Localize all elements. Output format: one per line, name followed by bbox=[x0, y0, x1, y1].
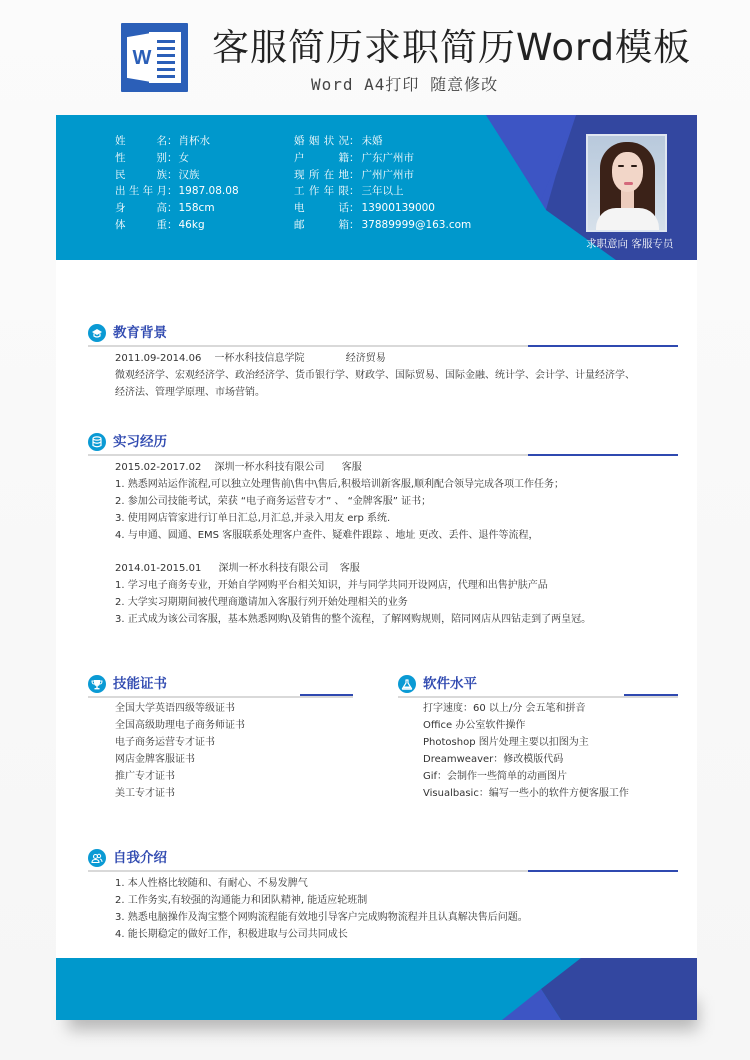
section-title: 软件水平 bbox=[423, 676, 477, 692]
info-name: 姓名 ： 肖杯水 bbox=[115, 135, 210, 147]
info-experience: 工作年限 ： 三年以上 bbox=[294, 185, 404, 198]
section-divider bbox=[398, 696, 678, 698]
software-item: Photoshop 图片处理主要以扣图为主 bbox=[423, 737, 589, 748]
info-gender: 性别 ： 女 bbox=[115, 151, 189, 164]
section-internship bbox=[88, 433, 678, 625]
certificate-item: 全国高级助理电子商务师证书 bbox=[115, 720, 245, 731]
section-title: 教育背景 bbox=[113, 325, 167, 341]
section-accent bbox=[528, 454, 678, 456]
intro-item: 2. 工作务实,有较强的沟通能力和团队精神, 能适应轮班制 bbox=[115, 895, 368, 906]
info-weight: 体重 ： 46kg bbox=[115, 218, 205, 231]
software-item: 打字速度：60 以上/分 会五笔和拼音 bbox=[423, 703, 586, 714]
info-hukou: 户籍 ： 广东广州市 bbox=[294, 151, 414, 164]
job-duty: 2. 参加公司技能考试，荣获 “电子商务运营专才” 、 “金牌客服” 证书； bbox=[115, 496, 432, 507]
info-ethnicity: 民族 ： 汉族 bbox=[115, 168, 200, 181]
trophy-icon bbox=[88, 675, 106, 693]
footer-decoration bbox=[56, 958, 697, 1020]
profile-photo bbox=[586, 134, 667, 232]
section-accent bbox=[624, 694, 678, 696]
promo-title: 客服简历求职简历Word模板 bbox=[212, 26, 692, 69]
users-icon bbox=[88, 849, 106, 867]
section-software bbox=[398, 675, 678, 799]
graduation-cap-icon bbox=[88, 324, 106, 342]
section-accent bbox=[528, 345, 678, 347]
intro-item: 4. 能长期稳定的做好工作，积极进取与公司共同成长 bbox=[115, 929, 348, 940]
info-location: 现所在地 ： 广州广州市 bbox=[294, 168, 414, 181]
resume-page bbox=[56, 115, 697, 1020]
software-item: Office 办公室软件操作 bbox=[423, 720, 526, 731]
info-height: 身高 ： 158cm bbox=[115, 202, 215, 215]
job-duty: 1. 学习电子商务专业，开始自学网购平台相关知识，并与同学共同开设网店，代理和出售护肤产品 bbox=[115, 580, 548, 591]
info-marital: 婚姻状况 ： 未婚 bbox=[294, 135, 383, 147]
section-accent bbox=[528, 870, 678, 872]
certificate-item: 推广专才证书 bbox=[115, 771, 175, 782]
promo-header bbox=[0, 0, 750, 106]
promo-subtitle: Word A4打印 随意修改 bbox=[311, 75, 499, 94]
section-title: 技能证书 bbox=[113, 676, 167, 692]
personal-info-right bbox=[294, 133, 471, 234]
section-divider bbox=[88, 696, 353, 698]
flask-icon bbox=[398, 675, 416, 693]
database-icon bbox=[88, 433, 106, 451]
section-education bbox=[88, 324, 678, 398]
intro-item: 1. 本人性格比较随和、有耐心、不易发脾气 bbox=[115, 878, 308, 889]
software-item: Dreamweaver：修改模版代码 bbox=[423, 754, 564, 765]
intro-item: 3. 熟悉电脑操作及淘宝整个网购流程能有效地引导客户完成购物流程并且认真解决售后问题。 bbox=[115, 912, 528, 923]
job-duty: 3. 正式成为该公司客服，基本熟悉网购\及销售的整个流程，了解网购规则，陪同网店从四钻走到了两皇冠。 bbox=[115, 614, 592, 625]
personal-info-left bbox=[115, 133, 239, 234]
info-birth: 出生年月 ： 1987.08.08 bbox=[115, 185, 239, 198]
job-entry-header: 2015.02-2017.02 深圳一杯水科技有限公司 客服 bbox=[115, 462, 362, 473]
education-courses: 微观经济学、宏观经济学、政治经济学、货币银行学、财政学、国际贸易、国际金融、统计学、会计学、计量经济学、 bbox=[115, 370, 635, 381]
section-accent bbox=[300, 694, 353, 696]
certificate-item: 美工专才证书 bbox=[115, 788, 175, 799]
software-item: Gif：会制作一些简单的动画图片 bbox=[423, 771, 568, 782]
software-item: Visualbasic：编写一些小的软件方便客服工作 bbox=[423, 788, 629, 799]
word-logo-icon bbox=[121, 23, 188, 92]
info-email: 邮箱 ： 37889999@163.com bbox=[294, 218, 472, 231]
education-courses: 经济法、管理学原理、市场营销。 bbox=[115, 387, 265, 398]
job-duty: 1. 熟悉网站运作流程,可以独立处理售前\售中\售后,积极培训新客服,顺利配合领导完成各项工作任务； bbox=[115, 479, 564, 490]
job-duty: 2. 大学实习期期间被代理商邀请加入客服行列开始处理相关的业务 bbox=[115, 597, 408, 608]
certificate-item: 全国大学英语四级等级证书 bbox=[115, 703, 235, 714]
job-duty: 4. 与申通、圆通、EMS 客服联系处理客户查件、疑难件跟踪 、地址 更改、丢件、退件等流程， bbox=[115, 530, 539, 541]
certificate-item: 网店金牌客服证书 bbox=[115, 754, 195, 765]
section-self-intro bbox=[88, 849, 678, 940]
info-phone: 电话 ： 13900139000 bbox=[294, 202, 435, 215]
section-title: 实习经历 bbox=[113, 434, 167, 450]
section-certificates bbox=[88, 675, 353, 799]
certificate-item: 电子商务运营专才证书 bbox=[115, 737, 215, 748]
education-entry: 2011.09-2014.06 一杯水科技信息学院 经济贸易 bbox=[115, 353, 386, 364]
word-letter: W bbox=[132, 47, 152, 69]
resume-header bbox=[56, 115, 697, 260]
job-duty: 3. 使用网店管家进行订单日汇总,月汇总,并录入用友 erp 系统. bbox=[115, 513, 391, 524]
job-intent: 求职意向 客服专员 bbox=[586, 238, 674, 250]
section-title: 自我介绍 bbox=[113, 850, 167, 866]
job-entry-header: 2014.01-2015.01 深圳一杯水科技有限公司 客服 bbox=[115, 563, 360, 574]
